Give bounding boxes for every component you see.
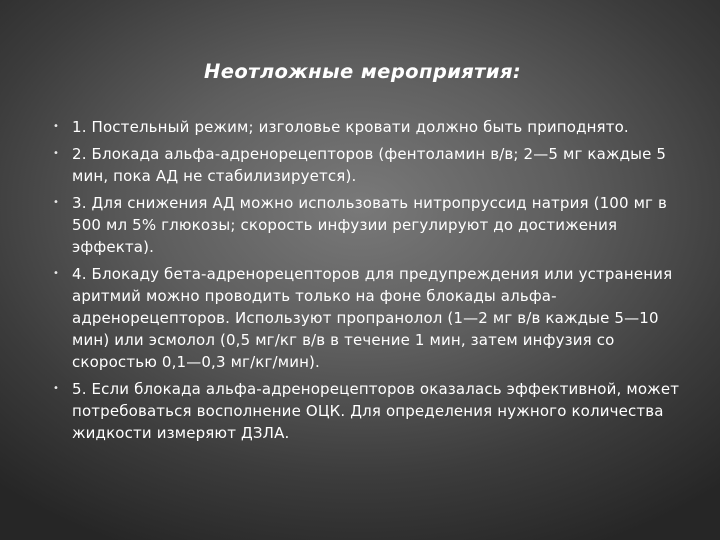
bullet-icon: • [52, 121, 60, 132]
list-item [50, 263, 682, 373]
list-item-text: 4. Блокаду бета-адренорецепторов для предупреждения или устранения аритмий можно проводить только на фоне блокады альфа-адренорецепторов. Используют пропранолол (1—2 мг в/в каждые 5—10 мин) или эсмолол (0,5 мг/кг в/в в течение 1 мин, затем инфузия со скоростью 0,1—0,3 мг/кг/мин). [72, 265, 673, 371]
list-item [50, 143, 682, 187]
bullet-icon: • [52, 383, 60, 394]
bullet-icon: • [52, 197, 60, 208]
bullet-list [50, 116, 682, 449]
list-item-text: 1. Постельный режим; изголовье кровати должно быть приподнято. [72, 118, 629, 136]
bullet-icon: • [52, 268, 60, 279]
list-item-text: 2. Блокада альфа-адренорецепторов (фентоламин в/в; 2—5 мг каждые 5 мин, пока АД не стабилизируется). [72, 145, 667, 185]
list-item-text: 5. Если блокада альфа-адренорецепторов оказалась эффективной, может потребоваться восполнение ОЦК. Для определения нужного количества жидкости измеряют ДЗЛА. [72, 380, 680, 442]
list-item [50, 378, 682, 444]
list-item-text: 3. Для снижения АД можно использовать нитропруссид натрия (100 мг в 500 мл 5% глюкозы; скорость инфузии регулируют до достижения эффекта). [72, 194, 667, 256]
bullet-icon: • [52, 148, 60, 159]
slide-title: Неотложные мероприятия: [204, 60, 522, 83]
list-item [50, 192, 682, 258]
list-item [50, 116, 682, 138]
